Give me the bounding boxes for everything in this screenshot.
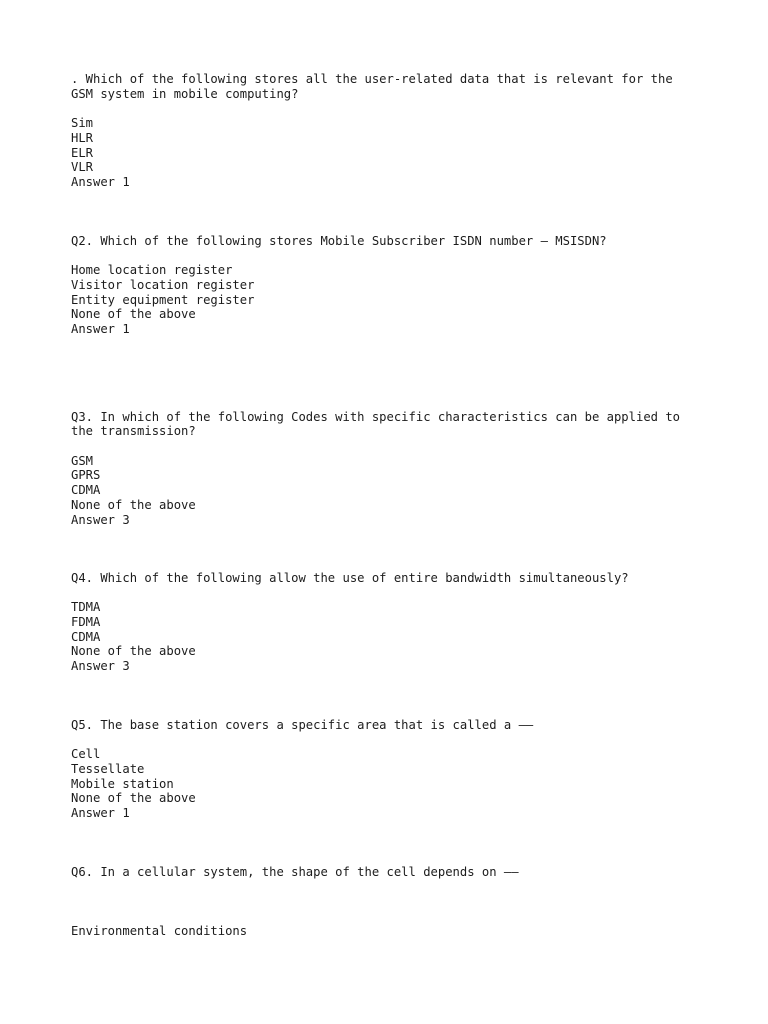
q5-option-3: Mobile station	[71, 777, 174, 791]
q2-option-4: None of the above	[71, 307, 196, 321]
q5-answer: Answer 1	[71, 806, 130, 820]
q3-question-line-1: Q3. In which of the following Codes with specific characteristics can be applied to	[71, 410, 681, 424]
q5-question-line-1: Q5. The base station covers a specific area that is called a ——	[71, 718, 534, 732]
q5-option-1: Cell	[71, 747, 101, 761]
q1-answer: Answer 1	[71, 175, 130, 189]
q4-option-1: TDMA	[71, 600, 101, 614]
q2-question-line-1: Q2. Which of the following stores Mobile Subscriber ISDN number – MSISDN?	[71, 234, 607, 248]
q6-option-1: Environmental conditions	[71, 924, 248, 938]
q1-option-2: HLR	[71, 131, 94, 145]
q1-question-line-2: GSM system in mobile computing?	[71, 87, 299, 101]
q4-answer: Answer 3	[71, 659, 130, 673]
q3-option-3: CDMA	[71, 483, 101, 497]
q2-answer: Answer 1	[71, 322, 130, 336]
q4-question-line-1: Q4. Which of the following allow the use of entire bandwidth simultaneously?	[71, 571, 629, 585]
q3-option-2: GPRS	[71, 468, 101, 482]
q1-option-3: ELR	[71, 146, 94, 160]
q2-option-2: Visitor location register	[71, 278, 255, 292]
q3-answer: Answer 3	[71, 513, 130, 527]
q2-option-1: Home location register	[71, 263, 233, 277]
q3-question-line-2: the transmission?	[71, 424, 196, 438]
q2-option-3: Entity equipment register	[71, 293, 255, 307]
q4-option-3: CDMA	[71, 630, 101, 644]
q3-option-1: GSM	[71, 454, 94, 468]
q6-question-line-1: Q6. In a cellular system, the shape of the cell depends on ——	[71, 865, 519, 879]
q1-option-1: Sim	[71, 116, 94, 130]
q5-option-4: None of the above	[71, 791, 196, 805]
q1-question-line-1: . Which of the following stores all the user-related data that is relevant for the	[71, 72, 673, 86]
q5-option-2: Tessellate	[71, 762, 145, 776]
q4-option-2: FDMA	[71, 615, 101, 629]
q4-option-4: None of the above	[71, 644, 196, 658]
q3-option-4: None of the above	[71, 498, 196, 512]
q1-option-4: VLR	[71, 160, 94, 174]
